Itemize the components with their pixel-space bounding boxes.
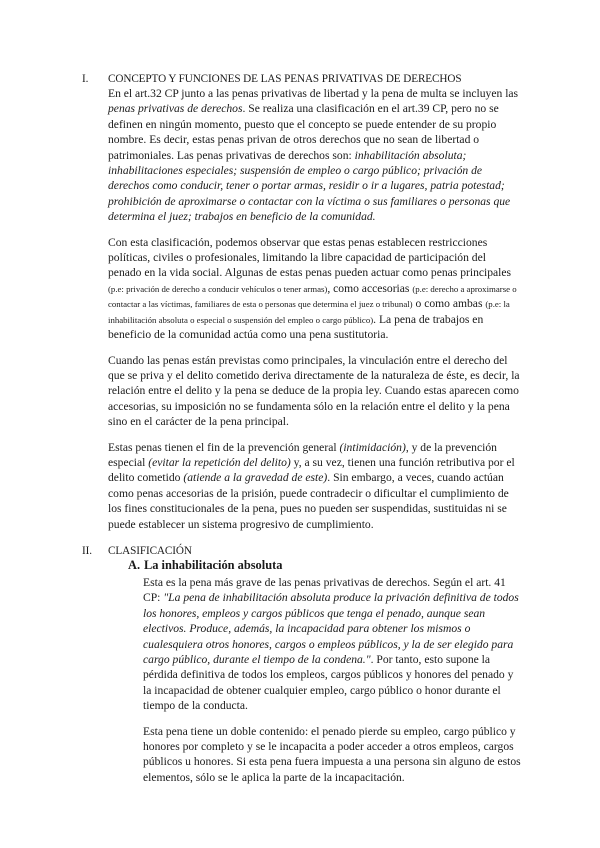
section-1-paragraph-3: Cuando las penas están previstas como principales, la vinculación entre el derecho del que se priva y el delito cometido deriva directamente de la naturaleza de éste, es decir, la relación entre el delito y la pena se deduce de la propia ley. Cuando estas aparecen como accesorias, su imposición no se fundamenta sólo en la relación entre el delito y la pena sino en el carácter de la pena principal. [108,353,520,429]
section-1-number: I. [82,73,89,85]
emphasis-run: (atiende a la gravedad de este) [183,471,328,485]
subsection-a-paragraph-1 [143,575,521,714]
emphasis-run: inhabilitación absoluta; inhabilitaciones especiales; suspensión de empleo o cargo público; privación de derechos como conducir, tener o portar armas, residir o ir a lugares, patria potestad; prohibición de aproximarse o contactar con la víctima o sus familiares o personas que determina el juez; trabajos en beneficio de la comunidad. [108,148,511,224]
section-1-paragraph-4 [108,440,520,532]
quote-run: "La pena de inhabilitación absoluta produce la privación definitiva de todos los honores, empleos y cargos públicos que tenga el penado, aunque sean electivos. Produce, además, la incapacidad para obtener los mismos o cualesquiera otros honores, cargos o empleos públicos, y la de ser elegido para cargo público, durante el tiempo de la condena." [143,591,519,667]
text-run: . La pena de trabajos en beneficio de la comunidad actúa como una pena sustitutoria. [108,312,484,342]
text-run: En el art.32 CP junto a las penas privativas de libertad y la pena de multa se incluyen las [108,87,519,100]
subsection-a-body [143,575,521,795]
text-run: . Por tanto, esto supone la pérdida definitiva de todos los empleos, cargos públicos y honores del penado y la incapacidad de obtener cualquier empleo, cargo público o honor durante el tiempo de la conducta. [143,653,514,713]
section-2-number: II. [82,545,92,557]
text-run: Esta es la pena más grave de las penas privativas de derechos. Según el art. 41 CP: [143,576,506,605]
section-2-title: CLASIFICACIÓN [108,545,192,557]
subsection-a-heading [128,558,282,573]
subsection-a-paragraph-2: Esta pena tiene un doble contenido: el penado pierde su empleo, cargo público y honores por completo y se le incapacita a poder acceder a otros empleos, cargos públicos u honores. Si esta pena fuera impuesta a una persona sin alguno de estos elementos, sólo se le aplica la parte de la incapacitación. [143,724,521,784]
small-text-run: (p.e: derecho a aproximarse o contactar a las víctimas, familiares de esta o personas que determina el juez o tribunal) [108,283,517,310]
section-1-body [108,86,520,542]
text-run: . Se realiza una clasificación en el art.39 CP, pero no se definen en ningún momento, puesto que el concepto se puede entender de su propio nombre. Es decir, estas penas privan de otros derechos que no sean de libertad o patrimoniales. Las penas privativas de derechos son: [108,102,499,162]
section-1-paragraph-2 [108,235,520,343]
emphasis-run: (intimidación) [339,440,406,454]
section-1-title: CONCEPTO Y FUNCIONES DE LAS PENAS PRIVATIVAS DE DERECHOS [108,73,462,85]
emphasis-run: penas privativas de derechos [108,102,243,116]
subsection-a-title: La inhabilitación absoluta [144,558,283,572]
small-text-run: (p.e: la inhabilitación absoluta o especial o suspensión del empleo o cargo público) [108,299,510,325]
text-run: Con esta clasificación, podemos observar que estas penas establecen restricciones políticas, civiles o profesionales, limitando la libre capacidad de participación del penado en la vida social. Algunas de estas penas pueden actuar como penas principales [108,235,512,280]
small-text-run: (p.e: privación de derecho a conducir vehículos o tener armas) [108,283,328,294]
text-run: y, a su vez, tienen una función retributiva por el delito cometido [108,455,515,485]
text-run: , como accesorias [327,281,413,295]
emphasis-run: (evitar la repetición del delito) [148,455,291,469]
subsection-a-letter: A. [128,558,141,572]
text-run: Estas penas tienen el fin de la prevención general [108,440,340,454]
text-run: . Sin embargo, a veces, cuando actúan como penas accesorias de la prisión, puede contradecir o dificultar el cumplimiento de los fines constitucionales de la pena, pues no pueden ser suspendidas, sustituidas ni se puede establecer un sistema progresivo de cumplimiento. [108,471,509,531]
text-run: o como ambas [412,297,486,311]
section-1-paragraph-1 [108,86,520,225]
text-run: , y de la prevención especial [108,440,497,469]
